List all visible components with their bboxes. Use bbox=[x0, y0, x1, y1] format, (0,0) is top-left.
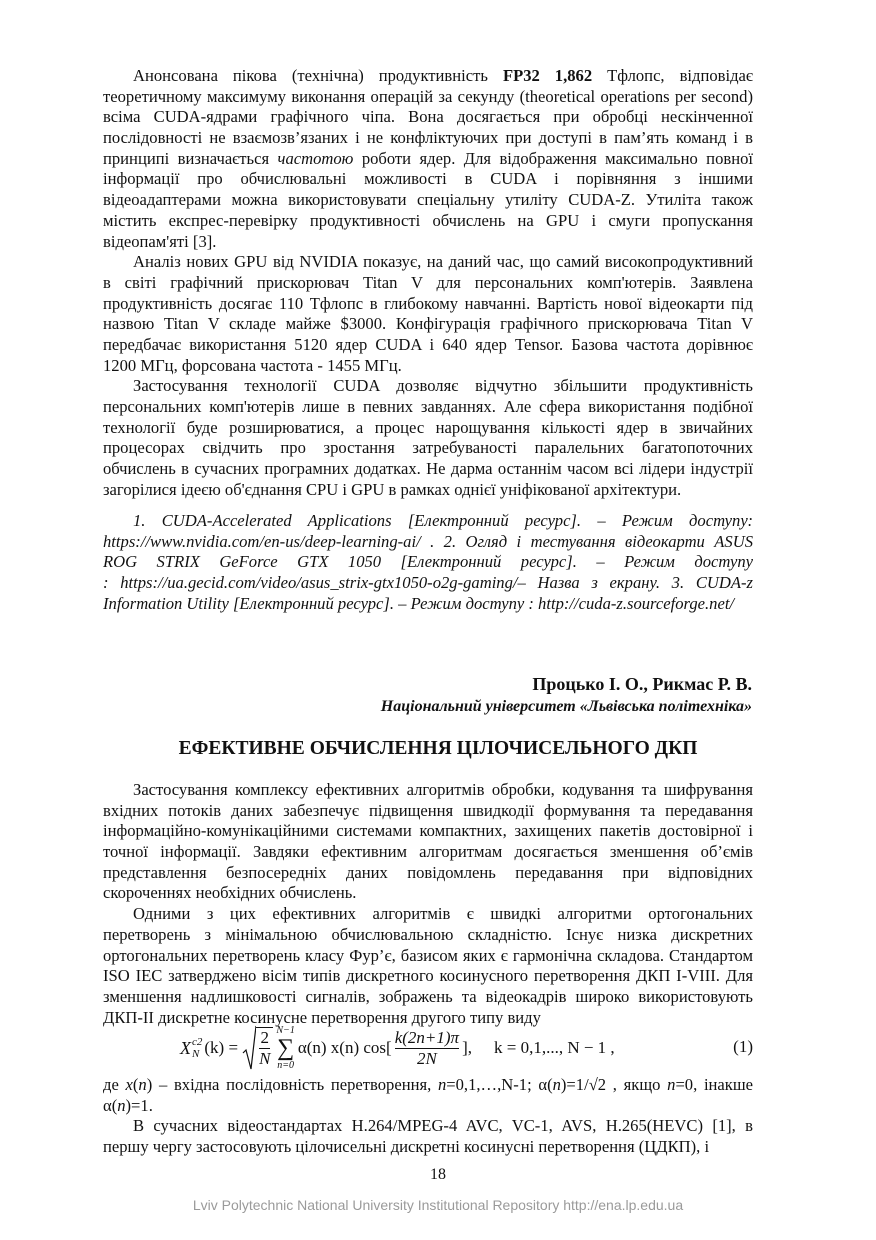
text-segment: скороченнях необхідних обчислень. bbox=[103, 883, 357, 903]
body-text-section-3 bbox=[103, 1075, 753, 1158]
text-line bbox=[103, 356, 753, 377]
text-segment: α( bbox=[103, 1095, 118, 1115]
sum-sign: ∑ bbox=[277, 1035, 295, 1061]
page-number: 18 bbox=[430, 1166, 446, 1183]
text-segment: інформації про обчислювальні можливості в CUDA і порівняння з іншими bbox=[103, 169, 753, 189]
text-segment: n bbox=[138, 1075, 147, 1094]
text-segment: ) – вхідна послідовність перетворення, bbox=[146, 1075, 438, 1094]
text-segment: ДКП-II дискретне косинусне перетворення другого типу виду bbox=[103, 1007, 541, 1027]
text-line bbox=[103, 925, 753, 946]
text-line bbox=[103, 438, 753, 459]
text-line bbox=[103, 842, 753, 863]
text-segment: інформаційно-комунікаційними системами компактних, захищених пакетів достовірної і bbox=[103, 821, 753, 841]
fraction-denominator: 2N bbox=[395, 1048, 459, 1069]
text-segment: Одними з цих ефективних алгоритмів є швидкі алгоритми ортогональних bbox=[133, 904, 753, 924]
text-line bbox=[103, 821, 753, 842]
body-text-section-2 bbox=[103, 780, 753, 1028]
formula-close: ], bbox=[462, 1038, 472, 1057]
text-line bbox=[103, 252, 753, 273]
text-line bbox=[103, 1116, 753, 1137]
repository-footer: Lviv Polytechnic National University Institutional Repository http://ena.lp.edu.ua bbox=[192, 1197, 684, 1213]
text-segment: перетворень з мінімальною обчислювальною складністю. Існує низка дискретних bbox=[103, 924, 753, 944]
text-segment: Аналіз нових GPU від NVIDIA показує, на даний час, що самий високопродуктивний bbox=[133, 252, 753, 272]
text-segment: x bbox=[125, 1075, 133, 1094]
text-line bbox=[103, 87, 753, 108]
text-segment: в світі графічний прискорювач Titan V для персональних комп'ютерів. Заявлена bbox=[103, 272, 753, 292]
text-line bbox=[103, 883, 753, 904]
text-segment: загорілися ідеєю об'єднання CPU і GPU в рамках однієї уніфікованої архітектури. bbox=[103, 479, 682, 499]
sqrt-denominator: N bbox=[259, 1049, 271, 1068]
text-segment: передбачає використання 5120 ядер CUDA і 640 ядер Tensor. Базова частота дорівнює bbox=[103, 334, 753, 354]
text-line bbox=[103, 128, 753, 149]
text-line bbox=[103, 66, 753, 87]
text-line bbox=[103, 335, 753, 356]
fraction-numerator: k(2n+1)π bbox=[394, 1027, 460, 1047]
text-segment: )=1. bbox=[125, 1095, 153, 1115]
formula-sup: c2 bbox=[192, 1036, 203, 1048]
text-segment: відеоадаптерами можна використовувати спеціальну утиліту CUDA-Z. Утиліта також bbox=[103, 190, 753, 210]
text-segment: першу чергу застосовують цілочисельні дискретні косинусні перетворення (ЦДКП), і bbox=[103, 1137, 710, 1157]
text-segment: зменшення надлишковості сигналів, зображень та відеокадрів широко використовують bbox=[103, 986, 753, 1006]
article-title: ЕФЕКТИВНЕ ОБЧИСЛЕННЯ ЦІЛОЧИСЕЛЬНОГО ДКП bbox=[178, 738, 698, 759]
formula-body: α(n) x(n) cos[ bbox=[297, 1038, 392, 1057]
text-segment: : https://ua.gecid.com/video/asus_strix-gtx1050-o2g-gaming/– Назва з екрану. 3. CUDA-z bbox=[103, 573, 753, 593]
sum-group bbox=[276, 1025, 294, 1071]
body-text-section-1 bbox=[103, 66, 753, 500]
formula-x: X bbox=[180, 1037, 191, 1058]
text-segment: теоретичному максимуму виконання операцій за секунду (theoretical operations per second) bbox=[103, 86, 753, 106]
text-line bbox=[103, 459, 753, 480]
text-line bbox=[103, 1096, 753, 1117]
text-segment: Тфлопс, відповідає bbox=[592, 66, 754, 85]
text-line bbox=[103, 987, 753, 1008]
text-segment: містить експрес-перевірку продуктивності обчислень на GPU і смуги пропускання bbox=[103, 210, 753, 230]
text-line bbox=[103, 801, 753, 822]
text-segment: Анонсована пікова (технічна) продуктивність bbox=[133, 66, 503, 85]
text-line bbox=[103, 149, 753, 170]
text-segment: n bbox=[667, 1075, 676, 1094]
text-line bbox=[103, 314, 753, 335]
text-line bbox=[103, 273, 753, 294]
text-line bbox=[103, 780, 753, 801]
text-segment: представлення безпосередніх даних повідомлень передавання при відповідних bbox=[103, 862, 753, 882]
text-segment: частотою bbox=[277, 148, 354, 168]
text-segment: ISO IEC затверджено вісім типів дискретного косинусного перетворення ДКП I-VIII. Для bbox=[103, 966, 753, 986]
formula-scripts bbox=[192, 1036, 202, 1060]
text-segment: 1. CUDA-Accelerated Applications [Електронний ресурс]. – Режим доступу: bbox=[133, 511, 753, 530]
text-line bbox=[103, 294, 753, 315]
text-segment: технології буде розширюватися, а процес нарощування кількості ядер в звичайних bbox=[103, 417, 753, 437]
text-segment: n bbox=[437, 1075, 447, 1094]
text-segment: де bbox=[103, 1075, 126, 1094]
formula-range: k = 0,1,..., N − 1 , bbox=[493, 1038, 615, 1057]
text-line bbox=[103, 966, 753, 987]
text-segment: =0, інакше bbox=[675, 1075, 754, 1094]
text-segment: персональних комп'ютерів лише в певних завданнях. Але сфера використання подібної bbox=[103, 397, 753, 416]
text-segment: відеопам'яті [3]. bbox=[103, 231, 217, 251]
text-line bbox=[103, 904, 753, 925]
text-segment: n bbox=[117, 1095, 126, 1115]
text-line bbox=[103, 211, 753, 232]
text-line bbox=[103, 107, 753, 128]
text-segment: Застосування комплексу ефективних алгоритмів обробки, кодування та шифрування bbox=[133, 780, 753, 799]
text-line bbox=[103, 190, 753, 211]
text-segment: точної інформації. Завдяки ефективним алгоритмам досягається зменшення об’ємів bbox=[103, 842, 753, 862]
text-line bbox=[103, 946, 753, 967]
text-segment: ROG STRIX GeForce GTX 1050 [Електронний ресурс]. – Режим доступу bbox=[103, 552, 753, 572]
text-line bbox=[103, 480, 753, 501]
text-segment: ( bbox=[132, 1075, 139, 1094]
equation-number: (1) bbox=[733, 1037, 753, 1056]
text-segment: 1200 МГц, форсована частота - 1455 МГц. bbox=[103, 355, 402, 375]
text-segment: =0,1,…,N-1; α( bbox=[446, 1075, 553, 1094]
text-segment: обчислень в сучасних програмних додатках. Не дарма останнім часом всі лідери індустрії bbox=[103, 459, 753, 479]
text-line bbox=[103, 1137, 753, 1158]
text-segment: https://www.nvidia.com/en-us/deep-learning-ai/ . 2. Огляд і тестування відеокарти ASUS bbox=[103, 531, 753, 551]
formula-lhs-arg: (k) = bbox=[204, 1038, 239, 1057]
fraction bbox=[395, 1028, 459, 1069]
sqrt-sign bbox=[242, 1025, 256, 1071]
text-segment: Застосування технології CUDA дозволяє відчутно збільшити продуктивність bbox=[133, 376, 753, 396]
text-line bbox=[103, 418, 753, 439]
formula-sub: N bbox=[192, 1048, 200, 1060]
sum-upper: N−1 bbox=[276, 1025, 295, 1036]
sqrt-numerator: 2 bbox=[260, 1028, 269, 1047]
text-segment: процесорах свідчить про зростання затребуваності паралельних багатопоточних bbox=[103, 438, 753, 458]
text-line bbox=[103, 397, 753, 418]
dct-formula bbox=[180, 1023, 753, 1073]
text-line bbox=[103, 863, 753, 884]
sqrt-group bbox=[242, 1025, 273, 1071]
sqrt-fraction bbox=[256, 1027, 273, 1069]
text-segment: вхідних потоків даних забезпечує підвищення швидкодії формування та передавання bbox=[103, 800, 753, 820]
text-segment: В сучасних відеостандартах H.264/MPEG-4 AVC, VC-1, AVS, H.265(HEVC) [1], в bbox=[133, 1116, 753, 1136]
text-segment: назвою Titan V складе майже $3000. Конфігурація графічного прискорювача Titan V bbox=[103, 314, 753, 334]
text-segment: роботи ядер. Для відображення максимально повної bbox=[353, 148, 753, 168]
text-segment: продуктивність досягає 110 Тфлопс в глибокому навчанні. Вартість нової відеокарти під bbox=[103, 293, 753, 313]
sum-lower: n=0 bbox=[277, 1060, 294, 1071]
text-segment: )=1/√2 , якщо bbox=[560, 1075, 668, 1094]
text-segment: послідовності не взаємозв’язаних і не конфліктуючих при доступі в пам’ять команд і в bbox=[103, 128, 753, 148]
text-line bbox=[103, 573, 753, 594]
references-list bbox=[103, 511, 753, 614]
text-line bbox=[103, 552, 753, 573]
article-authors: Процько І. О., Рикмас Р. В. bbox=[532, 674, 752, 694]
text-segment: ортогональних перетворень класу Фур’є, базисом яких є гармонічна складова. Стандартом bbox=[103, 945, 753, 965]
text-line bbox=[103, 169, 753, 190]
text-segment: n bbox=[552, 1075, 561, 1094]
text-segment: FP32 1,862 bbox=[502, 66, 593, 85]
text-segment: Information Utility [Електронний ресурс]. – Режим доступу : http://cuda-z.sourceforge.net/ bbox=[103, 593, 735, 613]
text-line bbox=[103, 594, 753, 615]
text-line bbox=[103, 1075, 753, 1096]
text-line bbox=[103, 532, 753, 553]
text-segment: принципі визначається bbox=[103, 148, 278, 168]
text-segment: всіма CUDA-ядрами графічного чіпа. Вона досягається при обробці нескінченної bbox=[103, 107, 753, 127]
text-line bbox=[103, 511, 753, 532]
text-line bbox=[103, 232, 753, 253]
article-affiliation: Національний університет «Львівська політехніка» bbox=[380, 698, 752, 715]
text-line bbox=[103, 376, 753, 397]
